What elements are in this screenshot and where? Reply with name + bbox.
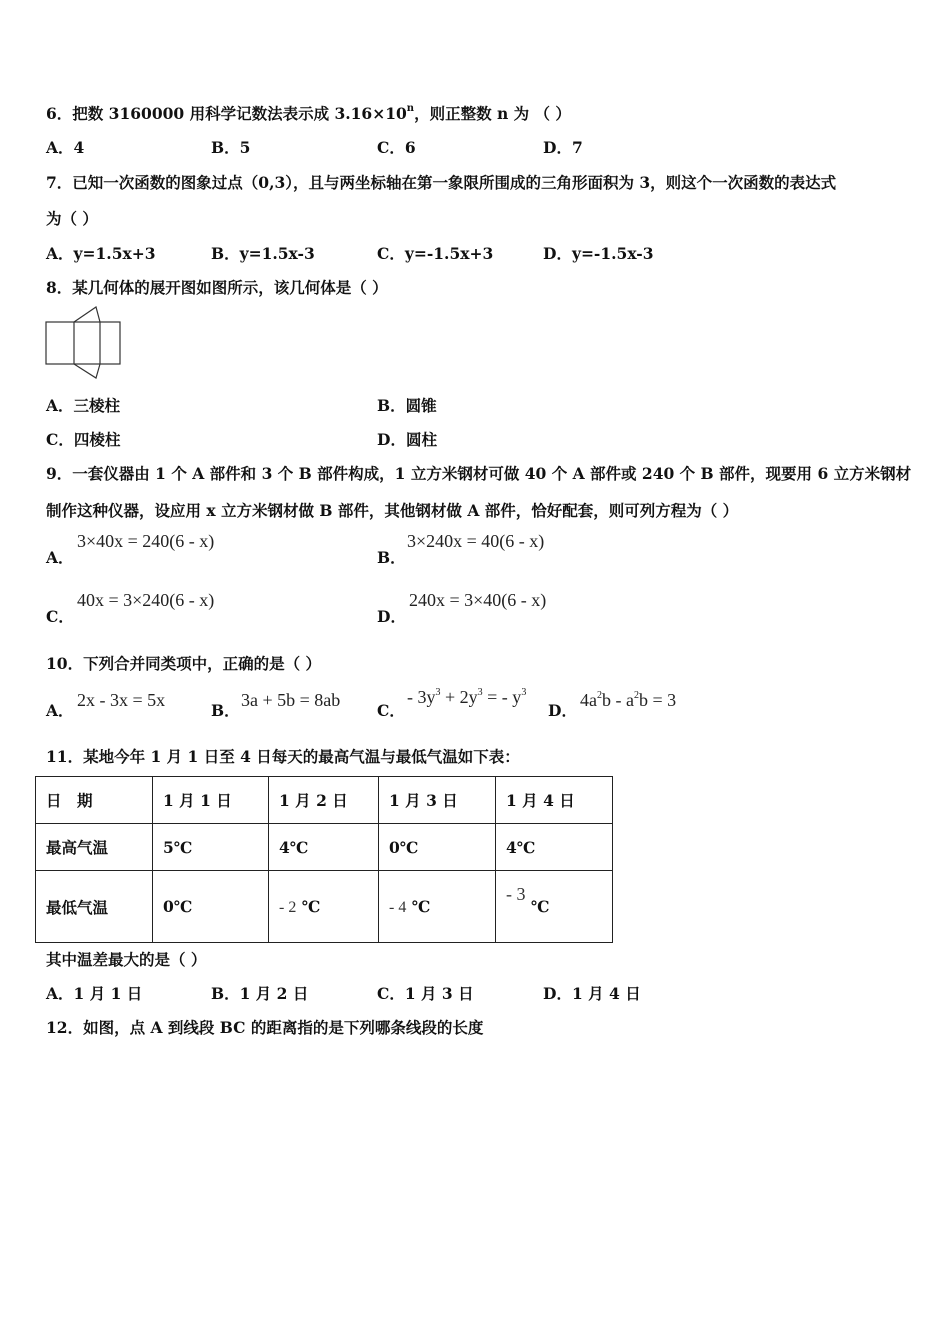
q11-option-c[interactable]: C．1 月 3 日 xyxy=(377,984,474,1003)
q8-option-a[interactable]: A．三棱柱 xyxy=(46,396,121,415)
q11-option-b[interactable]: B．1 月 2 日 xyxy=(211,984,309,1003)
q8-option-d[interactable]: D．圆柱 xyxy=(377,430,437,449)
q7-option-c[interactable]: C．y=-1.5x+3 xyxy=(377,244,494,263)
q6-option-d[interactable]: D．7 xyxy=(543,138,583,157)
table-header-cell: 1 月 3 日 xyxy=(379,777,496,824)
q10-stem: 10．下列合并同类项中，正确的是（ ） xyxy=(46,654,321,673)
q11-stem: 11．某地今年 1 月 1 日至 4 日每天的最高气温与最低气温如下表： xyxy=(46,747,520,766)
table-cell: 4℃ xyxy=(269,824,379,871)
table-header-cell: 日 期 xyxy=(36,777,153,824)
table-row xyxy=(36,824,613,871)
q9-stem-line2: 制作这种仪器，设应用 x 立方米钢材做 B 部件，其他钢材做 A 部件，恰好配套，则可列方程为（ ） xyxy=(46,501,739,520)
net-top-triangle xyxy=(74,307,100,322)
q12-stem: 12．如图，点 A 到线段 BC 的距离指的是下列哪条线段的长度 xyxy=(46,1018,484,1037)
negative-value: - 3 xyxy=(506,884,526,904)
q9-option-d[interactable]: D． xyxy=(377,607,406,626)
q9-stem-line1: 9．一套仪器由 1 个 A 部件和 3 个 B 部件构成，1 立方米钢材可做 40 个 A 部件或 240 个 B 部件，现要用 6 立方米钢材 xyxy=(46,464,912,483)
table-cell: 0℃ xyxy=(153,871,269,943)
table-cell: 5℃ xyxy=(153,824,269,871)
q9-formula-c: 40x = 3×240(6 - x) xyxy=(77,590,215,610)
table-cell: 0℃ xyxy=(379,824,496,871)
q10-formula-b: 3a + 5b = 8ab xyxy=(241,690,341,710)
q10-formula-d: $4a^2b - a^2b = 3$ xyxy=(580,690,677,710)
table-cell: - 2 ℃ xyxy=(269,871,379,943)
table-cell: 最低气温 xyxy=(36,871,153,943)
table-cell: 最高气温 xyxy=(36,824,153,871)
q7-option-a[interactable]: A．y=1.5x+3 xyxy=(46,244,156,263)
table-header-cell: 1 月 4 日 xyxy=(496,777,613,824)
net-diagram xyxy=(44,304,124,384)
q7-option-b[interactable]: B．y=1.5x-3 xyxy=(211,244,315,263)
net-outer-rect xyxy=(46,322,120,364)
q8-option-c[interactable]: C．四棱柱 xyxy=(46,430,121,449)
q7-option-d[interactable]: D．y=-1.5x-3 xyxy=(543,244,654,263)
q8-option-b[interactable]: B．圆锥 xyxy=(377,396,437,415)
q9-formula-d: 240x = 3×40(6 - x) xyxy=(409,590,547,610)
q9-formula-a: 3×40x = 240(6 - x) xyxy=(77,531,215,551)
temperature-table xyxy=(35,776,613,943)
table-header-cell: 1 月 1 日 xyxy=(153,777,269,824)
q9-formula-b: 3×240x = 40(6 - x) xyxy=(407,531,545,551)
q6-option-c[interactable]: C．6 xyxy=(377,138,416,157)
table-cell: 4℃ xyxy=(496,824,613,871)
q7-stem-line2: 为（ ） xyxy=(46,209,98,228)
table-cell: - 3 ℃ xyxy=(496,871,613,943)
q9-option-c[interactable]: C． xyxy=(46,607,74,626)
q6-stem: 6．把数 3160000 用科学记数法表示成 $3.16\times 10^n$，则正整数 n 为 （ ） xyxy=(46,103,571,123)
q7-stem-line1: 7．已知一次函数的图象过点（0,3），且与两坐标轴在第一象限所围成的三角形面积为 3，则这个一次函数的表达式 xyxy=(46,173,837,192)
q10-formula-a: 2x - 3x = 5x xyxy=(77,690,166,710)
q9-option-b[interactable]: B． xyxy=(377,548,406,567)
q11-option-a[interactable]: A．1 月 1 日 xyxy=(46,984,143,1003)
negative-value: - 4 xyxy=(389,898,407,916)
q11-question: 其中温差最大的是（ ） xyxy=(46,950,207,969)
q6-option-b[interactable]: B．5 xyxy=(211,138,251,157)
table-cell: - 4 ℃ xyxy=(379,871,496,943)
q6-option-a[interactable]: A．4 xyxy=(46,138,85,157)
q11-option-d[interactable]: D．1 月 4 日 xyxy=(543,984,641,1003)
q9-option-a[interactable]: A． xyxy=(46,548,74,567)
table-row xyxy=(36,777,613,824)
q10-option-d[interactable]: D． xyxy=(548,701,577,720)
q10-formula-c: - $3y^3 + 2y^3$ = - $y^3$ xyxy=(407,687,527,707)
q10-option-a[interactable]: A． xyxy=(46,701,74,720)
q10-option-c[interactable]: C． xyxy=(377,701,405,720)
table-row xyxy=(36,871,613,943)
net-bottom-triangle xyxy=(74,364,100,378)
negative-value: - 2 xyxy=(279,898,297,916)
table-header-cell: 1 月 2 日 xyxy=(269,777,379,824)
q8-stem: 8．某几何体的展开图如图所示，该几何体是（ ） xyxy=(46,278,388,297)
q10-option-b[interactable]: B． xyxy=(211,701,240,720)
